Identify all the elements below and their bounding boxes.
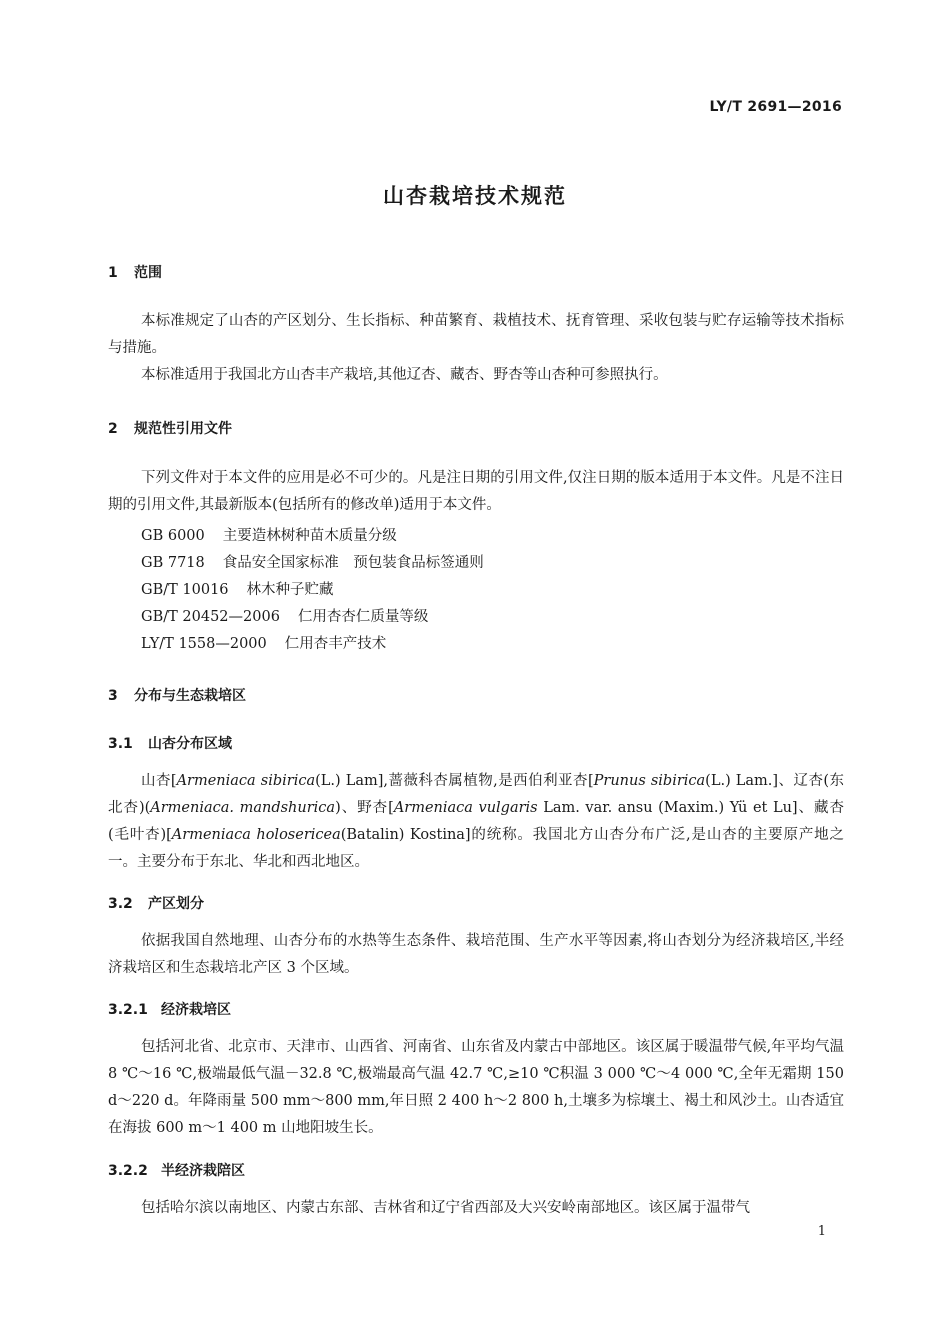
section-3-1-heading xyxy=(108,733,232,753)
document-title: 山杏栽培技术规范 xyxy=(383,184,567,208)
section-number: 3.2.2 xyxy=(108,1163,148,1179)
section-title: 经济栽培区 xyxy=(161,1002,231,1018)
section-title: 产区划分 xyxy=(148,896,204,912)
section-title: 范围 xyxy=(134,265,162,281)
section-number: 3.1 xyxy=(108,736,133,752)
scientific-name: Armeniaca. mandshurica xyxy=(150,800,336,816)
section-1-heading xyxy=(108,262,162,282)
standard-number: LY/T 2691—2016 xyxy=(709,99,842,115)
reference-title: 仁用杏杏仁质量等级 xyxy=(297,609,429,625)
section-title: 规范性引用文件 xyxy=(134,421,232,437)
section-number: 3.2.1 xyxy=(108,1002,148,1018)
text-run: 山杏[ xyxy=(141,773,177,789)
reference-code: GB 6000 xyxy=(141,528,205,544)
section-3-2-heading xyxy=(108,893,204,913)
reference-title: 食品安全国家标准 预包装食品标签通则 xyxy=(222,555,484,571)
section-3-2-paragraph: 依据我国自然地理、山杏分布的水热等生态条件、栽培范围、生产水平等因素,将山杏划分为经济栽培区,半经济栽培区和生态栽培北产区 3 个区域。 xyxy=(108,933,844,976)
section-title: 半经济栽陪区 xyxy=(161,1163,245,1179)
section-1-paragraph-2: 本标准适用于我国北方山杏丰产栽培,其他辽杏、藏杏、野杏等山杏种可参照执行。 xyxy=(141,367,668,383)
scientific-name: Armeniaca holosericea xyxy=(171,827,341,843)
section-2-heading xyxy=(108,418,232,438)
reference-code: GB 7718 xyxy=(141,555,205,571)
section-3-1-paragraph xyxy=(108,768,844,876)
reference-item xyxy=(141,524,397,545)
reference-title: 林木种子贮藏 xyxy=(246,582,334,598)
reference-code: LY/T 1558—2000 xyxy=(141,636,267,652)
section-3-2-2-heading xyxy=(108,1160,245,1180)
section-3-heading xyxy=(108,685,246,705)
reference-code: GB/T 10016 xyxy=(141,582,229,598)
text-run: (Batalin) Kostina]的统称。我国北方山杏分布广泛,是山杏的主要原产地之一。主要分布于东北、华北和西北地区。 xyxy=(108,827,844,870)
scientific-name: Armeniaca vulgaris xyxy=(393,800,538,816)
scientific-name: Armeniaca sibirica xyxy=(176,773,316,789)
section-3-2-1-paragraph: 包括河北省、北京市、天津市、山西省、河南省、山东省及内蒙古中部地区。该区属于暖温带气候,年平均气温 8 ℃～16 ℃,极端最低气温－32.8 ℃,极端最高气温 42.7 ℃,≥10 ℃积温 3 000 ℃～4 000 ℃,全年无霜期 150 d～220 d。年降雨量 500 mm～800 mm,年日照 2 400 h～2 800 h,土壤多为棕壤土、褐土和风沙土。山杏适宜在海拔 600 m～1 400 m 山地阳坡生长。 xyxy=(108,1039,844,1136)
section-number: 2 xyxy=(108,421,118,437)
section-1-paragraph-1: 本标准规定了山杏的产区划分、生长指标、种苗繁育、栽植技术、抚育管理、采收包装与贮存运输等技术指标与措施。 xyxy=(108,313,844,356)
reference-code: GB/T 20452—2006 xyxy=(141,609,280,625)
section-number: 1 xyxy=(108,265,118,281)
page-number: 1 xyxy=(817,1224,826,1239)
text-run: (L.) Lam.]、辽杏(东北杏)( xyxy=(108,773,845,816)
reference-item xyxy=(141,605,428,626)
reference-title: 仁用杏丰产技术 xyxy=(284,636,387,652)
text-run: )、野杏[ xyxy=(335,800,394,816)
section-2-paragraph-1: 下列文件对于本文件的应用是必不可少的。凡是注日期的引用文件,仅注日期的版本适用于本文件。凡是不注日期的引用文件,其最新版本(包括所有的修改单)适用于本文件。 xyxy=(108,470,844,513)
reference-item xyxy=(141,551,484,572)
section-3-2-2-paragraph: 包括哈尔滨以南地区、内蒙古东部、吉林省和辽宁省西部及大兴安岭南部地区。该区属于温带气 xyxy=(141,1200,750,1216)
section-3-2-1-heading xyxy=(108,999,231,1019)
text-run: (L.) Lam],蔷薇科杏属植物,是西伯利亚杏[ xyxy=(315,773,594,789)
section-title: 分布与生态栽培区 xyxy=(134,688,246,704)
section-title: 山杏分布区域 xyxy=(148,736,232,752)
scientific-name: Prunus sibirica xyxy=(593,773,706,789)
reference-item xyxy=(141,578,334,599)
reference-title: 主要造林树种苗木质量分级 xyxy=(222,528,397,544)
section-number: 3.2 xyxy=(108,896,133,912)
section-number: 3 xyxy=(108,688,118,704)
text-run: Lam. var. ansu (Maxim.) Yü et Lu]、藏杏(毛叶杏)[ xyxy=(108,800,844,843)
reference-item xyxy=(141,632,386,653)
